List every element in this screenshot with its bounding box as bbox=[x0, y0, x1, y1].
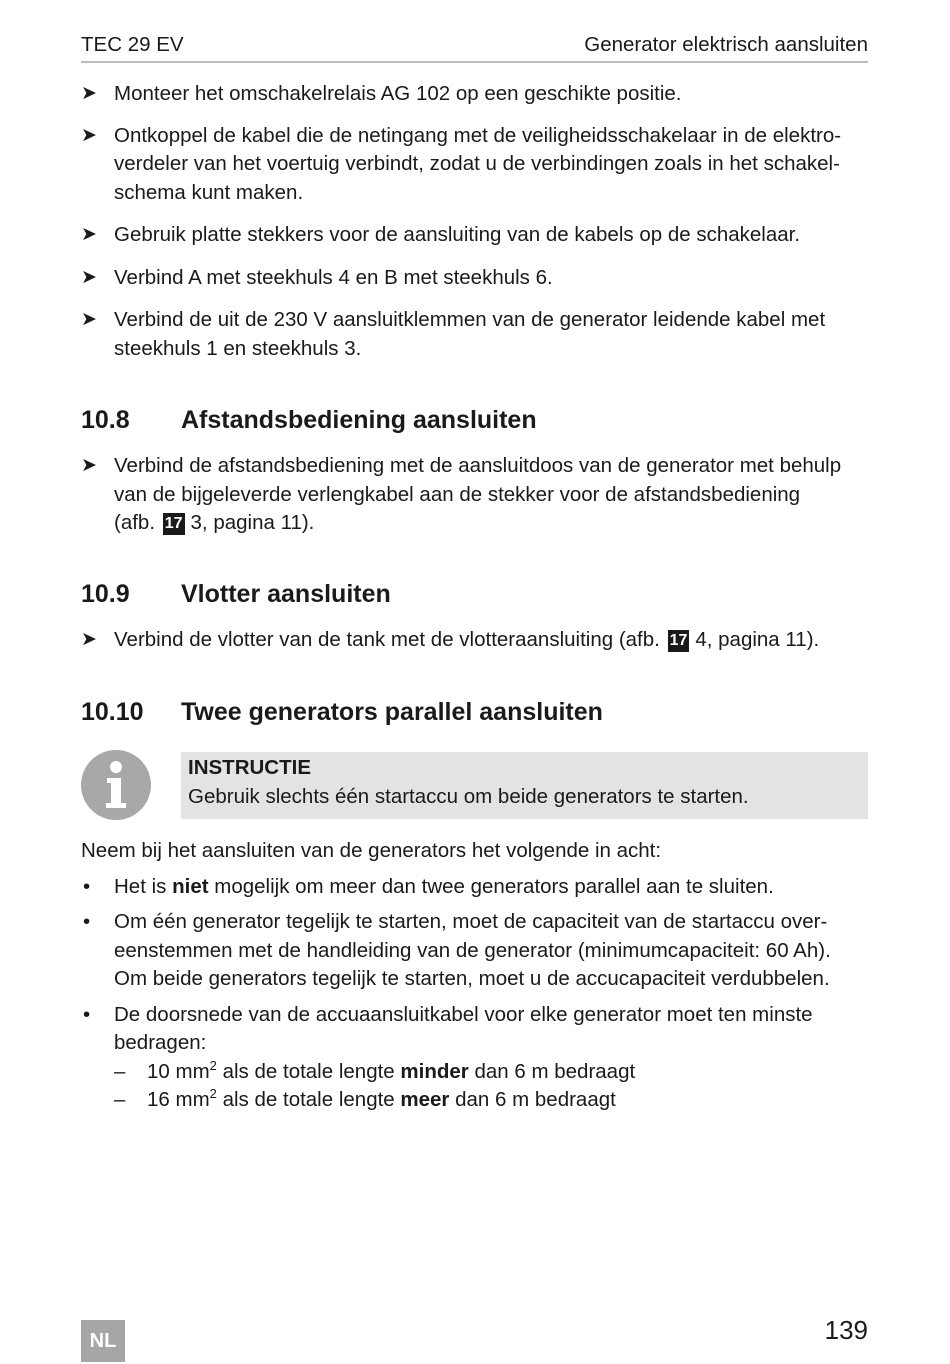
bullet-item bbox=[81, 873, 868, 902]
section-number: 10.10 bbox=[81, 698, 144, 726]
header-chapter: Generator elektrisch aansluiten bbox=[584, 33, 868, 56]
step-text: Ontkoppel de kabel die de netingang met de veiligheidsschakelaar in de elektro- bbox=[114, 123, 842, 147]
bullet-text-part: mogelijk om meer dan twee generators parallel aan te sluiten. bbox=[214, 874, 774, 898]
bullet-icon: • bbox=[83, 874, 91, 898]
bullet-text: Om beide generators tegelijk te starten, moet u de accucapaciteit verdubbelen. bbox=[114, 967, 830, 990]
dash-item bbox=[81, 1086, 868, 1115]
dash-text-part: als de totale lengte bbox=[222, 1088, 395, 1111]
superscript: 2 bbox=[209, 1086, 217, 1101]
figure-ref-badge: 17 bbox=[668, 630, 690, 652]
section-heading-10-8 bbox=[81, 404, 537, 436]
section-number: 10.8 bbox=[81, 406, 130, 434]
info-icon bbox=[81, 750, 151, 820]
section-title: Afstandsbediening aansluiten bbox=[181, 406, 537, 434]
arrow-icon: ➤ bbox=[81, 455, 97, 476]
dash-icon: – bbox=[114, 1088, 126, 1111]
header-product: TEC 29 EV bbox=[81, 33, 184, 56]
arrow-icon: ➤ bbox=[81, 309, 97, 330]
language-badge: NL bbox=[81, 1320, 125, 1362]
dash-emphasis: meer bbox=[400, 1088, 450, 1111]
bullet-text: bedragen: bbox=[114, 1031, 207, 1054]
dash-text-part: 16 mm bbox=[147, 1088, 210, 1111]
bullet-icon: • bbox=[83, 910, 91, 933]
bullet-text: Om één generator tegelijk te starten, moet de capaciteit van de startaccu over- bbox=[114, 910, 828, 933]
step-item bbox=[81, 264, 868, 293]
step-text: Verbind de afstandsbediening met de aansluitdoos van de generator met behulp bbox=[114, 454, 842, 477]
arrow-icon: ➤ bbox=[81, 266, 97, 288]
step-item bbox=[81, 306, 868, 363]
section-title: Twee generators parallel aansluiten bbox=[181, 698, 603, 726]
step-text-part: Verbind de vlotter van de tank met de vlotteraansluiting (afb. bbox=[114, 628, 660, 651]
dash-emphasis: minder bbox=[400, 1059, 469, 1083]
dash-text-part: dan 6 m bedraagt bbox=[474, 1059, 636, 1083]
note-text: Gebruik slechts één startaccu om beide generators te starten. bbox=[188, 785, 749, 808]
step-item bbox=[81, 122, 868, 208]
bullet-item bbox=[81, 1001, 868, 1058]
step-text-part: 3, pagina 11). bbox=[190, 511, 315, 534]
note-title: INSTRUCTIE bbox=[188, 756, 311, 779]
dash-item bbox=[81, 1058, 868, 1087]
step-item bbox=[81, 80, 868, 109]
step-text: Monteer het omschakelrelais AG 102 op een geschikte positie. bbox=[114, 82, 682, 105]
bullet-text: eenstemmen met de handleiding van de generator (minimumcapaciteit: 60 Ah). bbox=[114, 938, 831, 962]
intro-paragraph: Neem bij het aansluiten van de generators het volgende in acht: bbox=[81, 839, 662, 862]
intro-steps bbox=[81, 80, 868, 363]
figure-ref-badge: 17 bbox=[163, 513, 185, 535]
note-box bbox=[181, 752, 868, 819]
step-text: verdeler van het voertuig verbindt, zodat u de verbindingen zoals in het schakel- bbox=[114, 152, 840, 175]
page-number: 139 bbox=[824, 1315, 868, 1345]
step-item bbox=[81, 452, 868, 538]
step-text bbox=[114, 509, 868, 538]
page-header bbox=[81, 29, 868, 63]
dash-text-part: 10 mm bbox=[147, 1059, 210, 1083]
section-title: Vlotter aansluiten bbox=[181, 580, 391, 608]
dash-text-part: dan 6 m bedraagt bbox=[455, 1088, 616, 1111]
step-text: Gebruik platte stekkers voor de aansluiting van de kabels op de schakelaar. bbox=[114, 223, 801, 246]
step-text: schema kunt maken. bbox=[114, 180, 304, 204]
arrow-icon: ➤ bbox=[81, 224, 97, 245]
section-10-10-body bbox=[81, 837, 868, 1115]
bullet-icon: • bbox=[83, 1002, 91, 1026]
arrow-icon: ➤ bbox=[81, 629, 97, 650]
section-heading-10-10 bbox=[81, 696, 603, 728]
step-text: Verbind A met steekhuls 4 en B met steekhuls 6. bbox=[114, 265, 553, 289]
section-number: 10.9 bbox=[81, 580, 130, 608]
section-heading-10-9 bbox=[81, 578, 391, 610]
dash-text-part: als de totale lengte bbox=[222, 1059, 395, 1083]
step-text-part: (afb. bbox=[114, 511, 156, 534]
bullet-item bbox=[81, 908, 868, 994]
section-10-9-steps bbox=[81, 626, 868, 655]
section-10-8-steps bbox=[81, 452, 868, 538]
step-text: van de bijgeleverde verlengkabel aan de stekker voor de afstandsbediening bbox=[114, 482, 801, 506]
dash-icon: – bbox=[114, 1059, 126, 1083]
step-text: Verbind de uit de 230 V aansluitklemmen van de generator leidende kabel met bbox=[114, 308, 826, 331]
superscript: 2 bbox=[209, 1057, 217, 1073]
step-text: steekhuls 1 en steekhuls 3. bbox=[114, 336, 362, 360]
arrow-icon: ➤ bbox=[81, 124, 97, 146]
step-text-part: 4, pagina 11). bbox=[695, 628, 820, 651]
step-item bbox=[81, 221, 868, 250]
arrow-icon: ➤ bbox=[81, 83, 97, 104]
step-item bbox=[81, 626, 868, 655]
bullet-emphasis: niet bbox=[172, 874, 209, 898]
bullet-text: De doorsnede van de accuaansluitkabel voor elke generator moet ten minste bbox=[114, 1002, 813, 1026]
bullet-text-part: Het is bbox=[114, 874, 167, 898]
